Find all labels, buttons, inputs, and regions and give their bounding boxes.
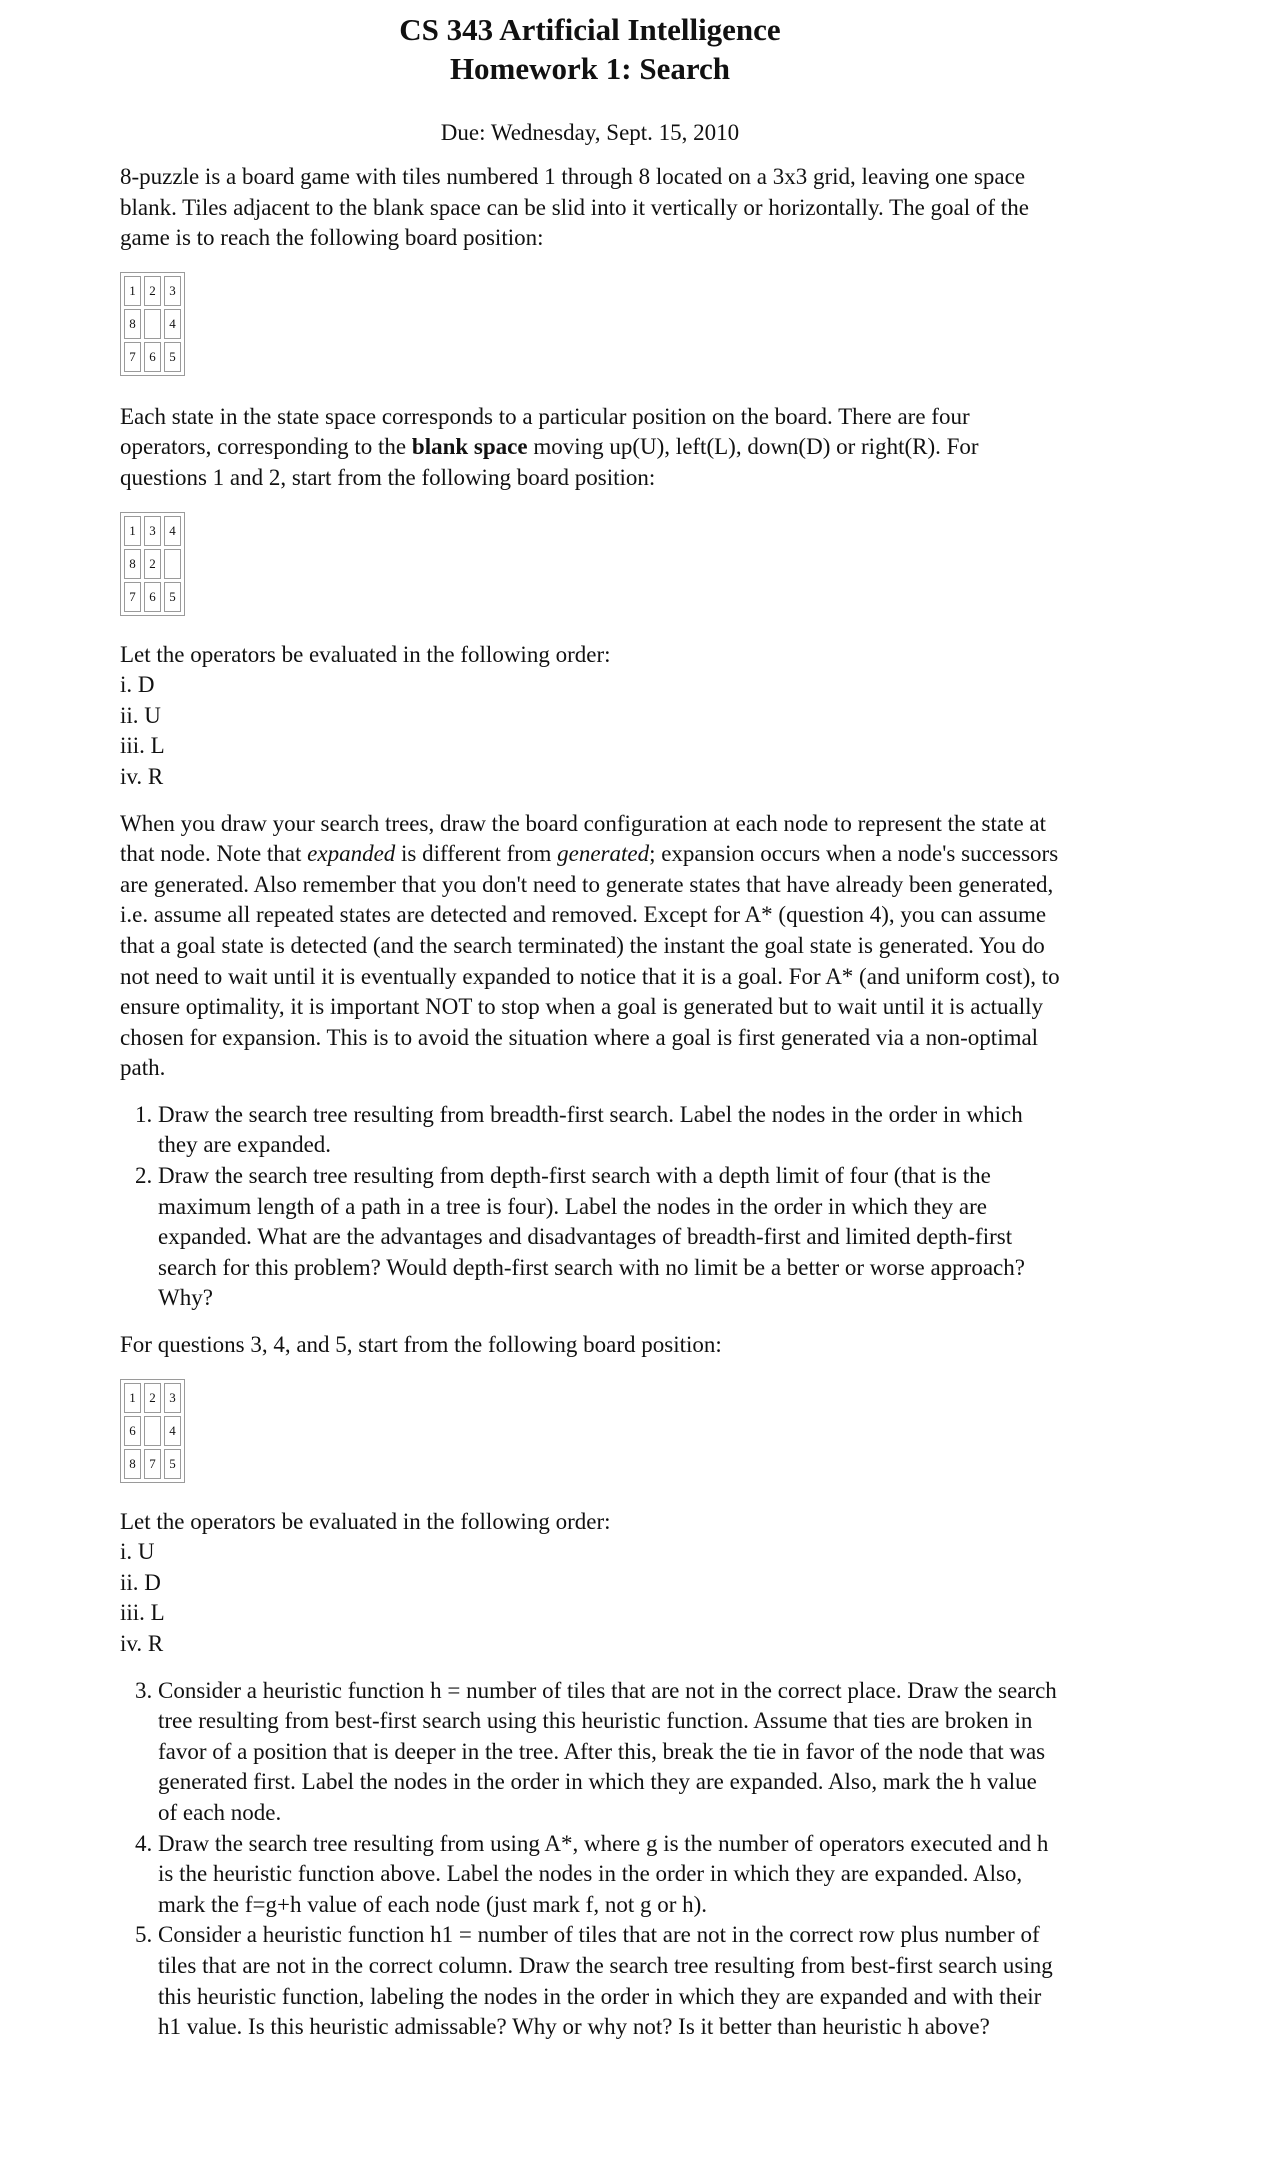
board-cell [164, 549, 181, 579]
board-cell: 2 [144, 549, 161, 579]
title-line-2: Homework 1: Search [449, 51, 731, 86]
board-cell: 4 [164, 516, 181, 546]
start-board-1-wrap [120, 512, 1060, 624]
board-cell: 5 [164, 342, 181, 372]
goal-board [120, 272, 185, 376]
board-cell: 4 [164, 309, 181, 339]
operator-order-intro: Let the operators be evaluated in the following order: [120, 1508, 611, 1534]
operator-order-intro: Let the operators be evaluated in the following order: [120, 641, 611, 667]
notes-text-1: When you draw your search trees, draw the board configuration at each node to represent the state at that node. Note that [120, 810, 1047, 867]
goal-board-wrap [120, 272, 1060, 384]
board-cell: 3 [164, 1383, 181, 1413]
title-line-1: CS 343 Artificial Intelligence [399, 12, 781, 47]
board-cell [144, 309, 161, 339]
state-space-paragraph [120, 402, 1060, 494]
operator-item: iii. L [120, 1600, 165, 1626]
notes-text-2: is different from [395, 841, 558, 867]
questions-1-2 [120, 1100, 1060, 1314]
intro-paragraph: 8-puzzle is a board game with tiles numbered 1 through 8 located on a 3x3 grid, leaving one space blank. Tiles adjacent to the blank space can be slid into it vertically or horizontally. The goal of the game is to reach the following board position: [120, 164, 1029, 251]
board-cell: 8 [124, 549, 141, 579]
questions-3-5 [120, 1676, 1060, 2043]
board-cell: 6 [144, 342, 161, 372]
board-cell: 8 [124, 1449, 141, 1479]
operator-item: ii. D [120, 1569, 161, 1595]
generated-emphasis: generated [557, 841, 650, 867]
board-cell: 1 [124, 516, 141, 546]
start-board-2-wrap [120, 1379, 1060, 1491]
q345-intro: For questions 3, 4, and 5, start from the following board position: [120, 1332, 722, 1358]
board-cell: 8 [124, 309, 141, 339]
operator-item: iv. R [120, 1631, 164, 1656]
board-cell: 2 [144, 276, 161, 306]
start-board-2 [120, 1379, 185, 1483]
expanded-emphasis: expanded [307, 841, 396, 867]
operator-order-2 [120, 1507, 1060, 1660]
homework-document [120, 10, 1060, 2043]
operator-item: iv. R [120, 763, 164, 789]
question-1: 1. Draw the search tree resulting from breadth-first search. Label the nodes in the order in which they are expanded. [158, 1100, 1060, 1161]
due-date: Due: Wednesday, Sept. 15, 2010 [440, 120, 740, 145]
board-cell: 7 [124, 342, 141, 372]
question-5: 5. Consider a heuristic function h1 = number of tiles that are not in the correct row plus number of tiles that are not in the correct column. Draw the search tree resulting from best-first search using this heuristic function, labeling the nodes in the order in which they are expanded and with their h1 value. Is this heuristic admissable? Why or why not? Is it better than heuristic h above? [158, 1920, 1060, 2042]
state-space-text-1: Each state in the state space corresponds to a particular position on the board. There are four operators, corresponding to the [120, 403, 970, 460]
question-4: 4. Draw the search tree resulting from using A*, where g is the number of operators executed and h is the heuristic function above. Label the nodes in the order in which they are expanded. Also, mark the f=g+h value of each node (just mark f, not g or h). [158, 1829, 1060, 1921]
notes-text-3: ; expansion occurs when a node's successors are generated. Also remember that you don't need to generate states that have already been generated, i.e. assume all repeated states are detected and removed. Except for A* (question 4), you can assume that a goal state is detected (and the search terminated) the instant the goal state is generated. You do not need to wait until it is eventually expanded to notice that it is a goal. For A* (and uniform cost), to ensure optimality, it is important NOT to stop when a goal is generated but to wait until it is actually chosen for expansion. This is to avoid the situation where a goal is first generated via a non-optimal path. [120, 841, 1060, 1081]
board-cell: 3 [144, 516, 161, 546]
board-cell: 5 [164, 1449, 181, 1479]
board-cell: 1 [124, 276, 141, 306]
document-title [120, 10, 1060, 88]
operator-item: iii. L [120, 733, 165, 759]
operator-item: ii. U [120, 702, 161, 728]
board-cell: 2 [144, 1383, 161, 1413]
board-cell: 3 [164, 276, 181, 306]
board-cell: 7 [124, 582, 141, 612]
operator-item: i. U [120, 1539, 155, 1565]
board-cell: 6 [124, 1416, 141, 1446]
question-3: 3. Consider a heuristic function h = number of tiles that are not in the correct place. Draw the search tree resulting from best-first search using this heuristic function. Assume that ties are broken in favor of a position that is deeper in the tree. After this, break the tie in favor of the node that was generated first. Label the nodes in the order in which they are expanded. Also, mark the h value of each node. [158, 1676, 1060, 1829]
board-cell [144, 1416, 161, 1446]
board-cell: 5 [164, 582, 181, 612]
board-cell: 1 [124, 1383, 141, 1413]
board-cell: 6 [144, 582, 161, 612]
state-space-text-2: moving up(U), left(L), down(D) or right(R). For questions 1 and 2, start from the following board position: [120, 434, 979, 490]
blank-space-bold: blank space [411, 434, 528, 460]
start-board-1 [120, 512, 185, 616]
operator-item: i. D [120, 672, 155, 698]
board-cell: 7 [144, 1449, 161, 1479]
question-2: 2. Draw the search tree resulting from depth-first search with a depth limit of four (that is the maximum length of a path in a tree is four). Label the nodes in the order in which they are expanded. What are the advantages and disadvantages of breadth-first and limited depth-first search for this problem? Would depth-first search with no limit be a better or worse approach? Why? [158, 1161, 1060, 1314]
operator-order-1 [120, 640, 1060, 793]
board-cell: 4 [164, 1416, 181, 1446]
search-notes-paragraph [120, 809, 1060, 1084]
